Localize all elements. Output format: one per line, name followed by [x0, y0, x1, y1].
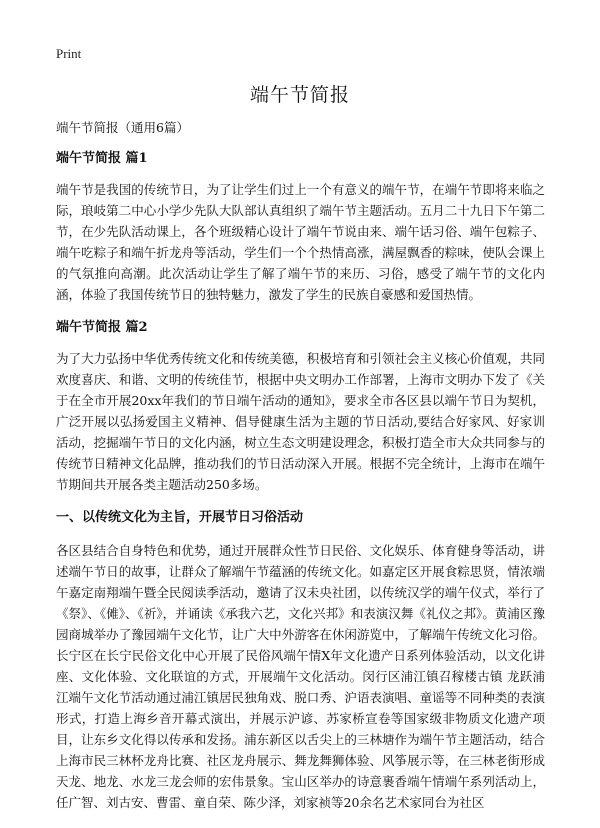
document-subtitle: 端午节简报（通用6篇） [56, 120, 189, 135]
section-paragraph-1: 端午节是我国的传统节日，为了让学生们过上一个有意义的端午节，在端午节即将来临之际，琅岐第二中心小学少先队大队部认真组织了端午节主题活动。五月二十九日下午第二节，在少先队活动课上，各个班级精心设计了端午节说由来、端午话习俗、端午包粽子、端午吃粽子和端午折龙舟等活动，学生们一个个热情高涨，满屋飘香的粽味，使队会课上的气氛推向高潮。此次活动让学生了解了端午节的来历、习俗，感受了端午节的文化内涵，体验了我国传统节日的独特魅力，激发了学生的民族自豪感和爱国热情。 [56, 182, 545, 302]
subsection-heading: 一、以传统文化为主旨，开展节日习俗活动 [56, 510, 304, 525]
document-body [56, 117, 545, 825]
subsection-paragraph: 各区县结合自身特色和优势，通过开展群众性节日民俗、文化娱乐、体育健身等活动，讲述端午节日的故事，让群众了解端午节蕴涵的传统文化。如嘉定区开展食粽思贤，情浓端午嘉定南翔端午暨全民阅读季活动，邀请了汉未央社团，以传统汉学的端午仪式，举行了《祭》、《傩》、《祈》，并诵读《承我六艺，文化兴邦》和表演汉舞《礼仪之邦》。黄浦区豫园商城举办了豫园端午文化节，让广大中外游客在休闲游览中，了解端午传统文化习俗。长宁区在长宁民俗文化中心开展了民俗风端午情X年文化遗产日系列体验活动，以文化讲座、文化体验、文化联谊的方式，开展端午文化活动。闵行区浦江镇召稼楼古镇 龙跃浦江端午文化节活动通过浦江镇居民独角戏、脱口秀、沪语表演唱、童谣等不同种类的表演形式，打造上海乡音开幕式演出，并展示沪谚、苏家桥宣卷等国家级非物质文化遗产项目，让东乡文化得以传承和发扬。浦东新区以舌尖上的三林塘作为端午节主题活动，结合上海市民三林杯龙舟比赛、社区龙舟展示、舞龙舞狮体验、风筝展示等，在三林老街形成天龙、地龙、水龙三龙会师的宏伟景象。宝山区举办的诗意裹香端午情端午系列活动上，任广智、刘古安、曹雷、童自荣、陈少泽，刘家祯等20余名艺术家同台为社区 [56, 543, 545, 810]
section-heading-1: 端午节简报 篇1 [56, 151, 148, 166]
section-paragraph-2: 为了大力弘扬中华优秀传统文化和传统美德，积极培育和引领社会主义核心价值观，共同欢度喜庆、和谐、文明的传统佳节，根据中央文明办工作部署，上海市文明办下发了《关于在全市开展20xx年我们的节日端午活动的通知》，要求全市各区县以端午节日为契机，广泛开展以弘扬爱国主义精神、倡导健康生活为主题的节日活动,要结合好家风、好家训活动，挖掘端午节日的文化内涵，树立生态文明建设理念，积极打造全市大众共同参与的传统节日精神文化品牌，推动我们的节日活动深入开展。根据不完全统计，上海市在端午节期间共开展各类主题活动250多场。 [56, 351, 545, 492]
page-title: 端午节简报 [249, 84, 350, 106]
section-heading-2: 端午节简报 篇2 [56, 320, 148, 335]
print-link[interactable]: Print [56, 46, 82, 61]
